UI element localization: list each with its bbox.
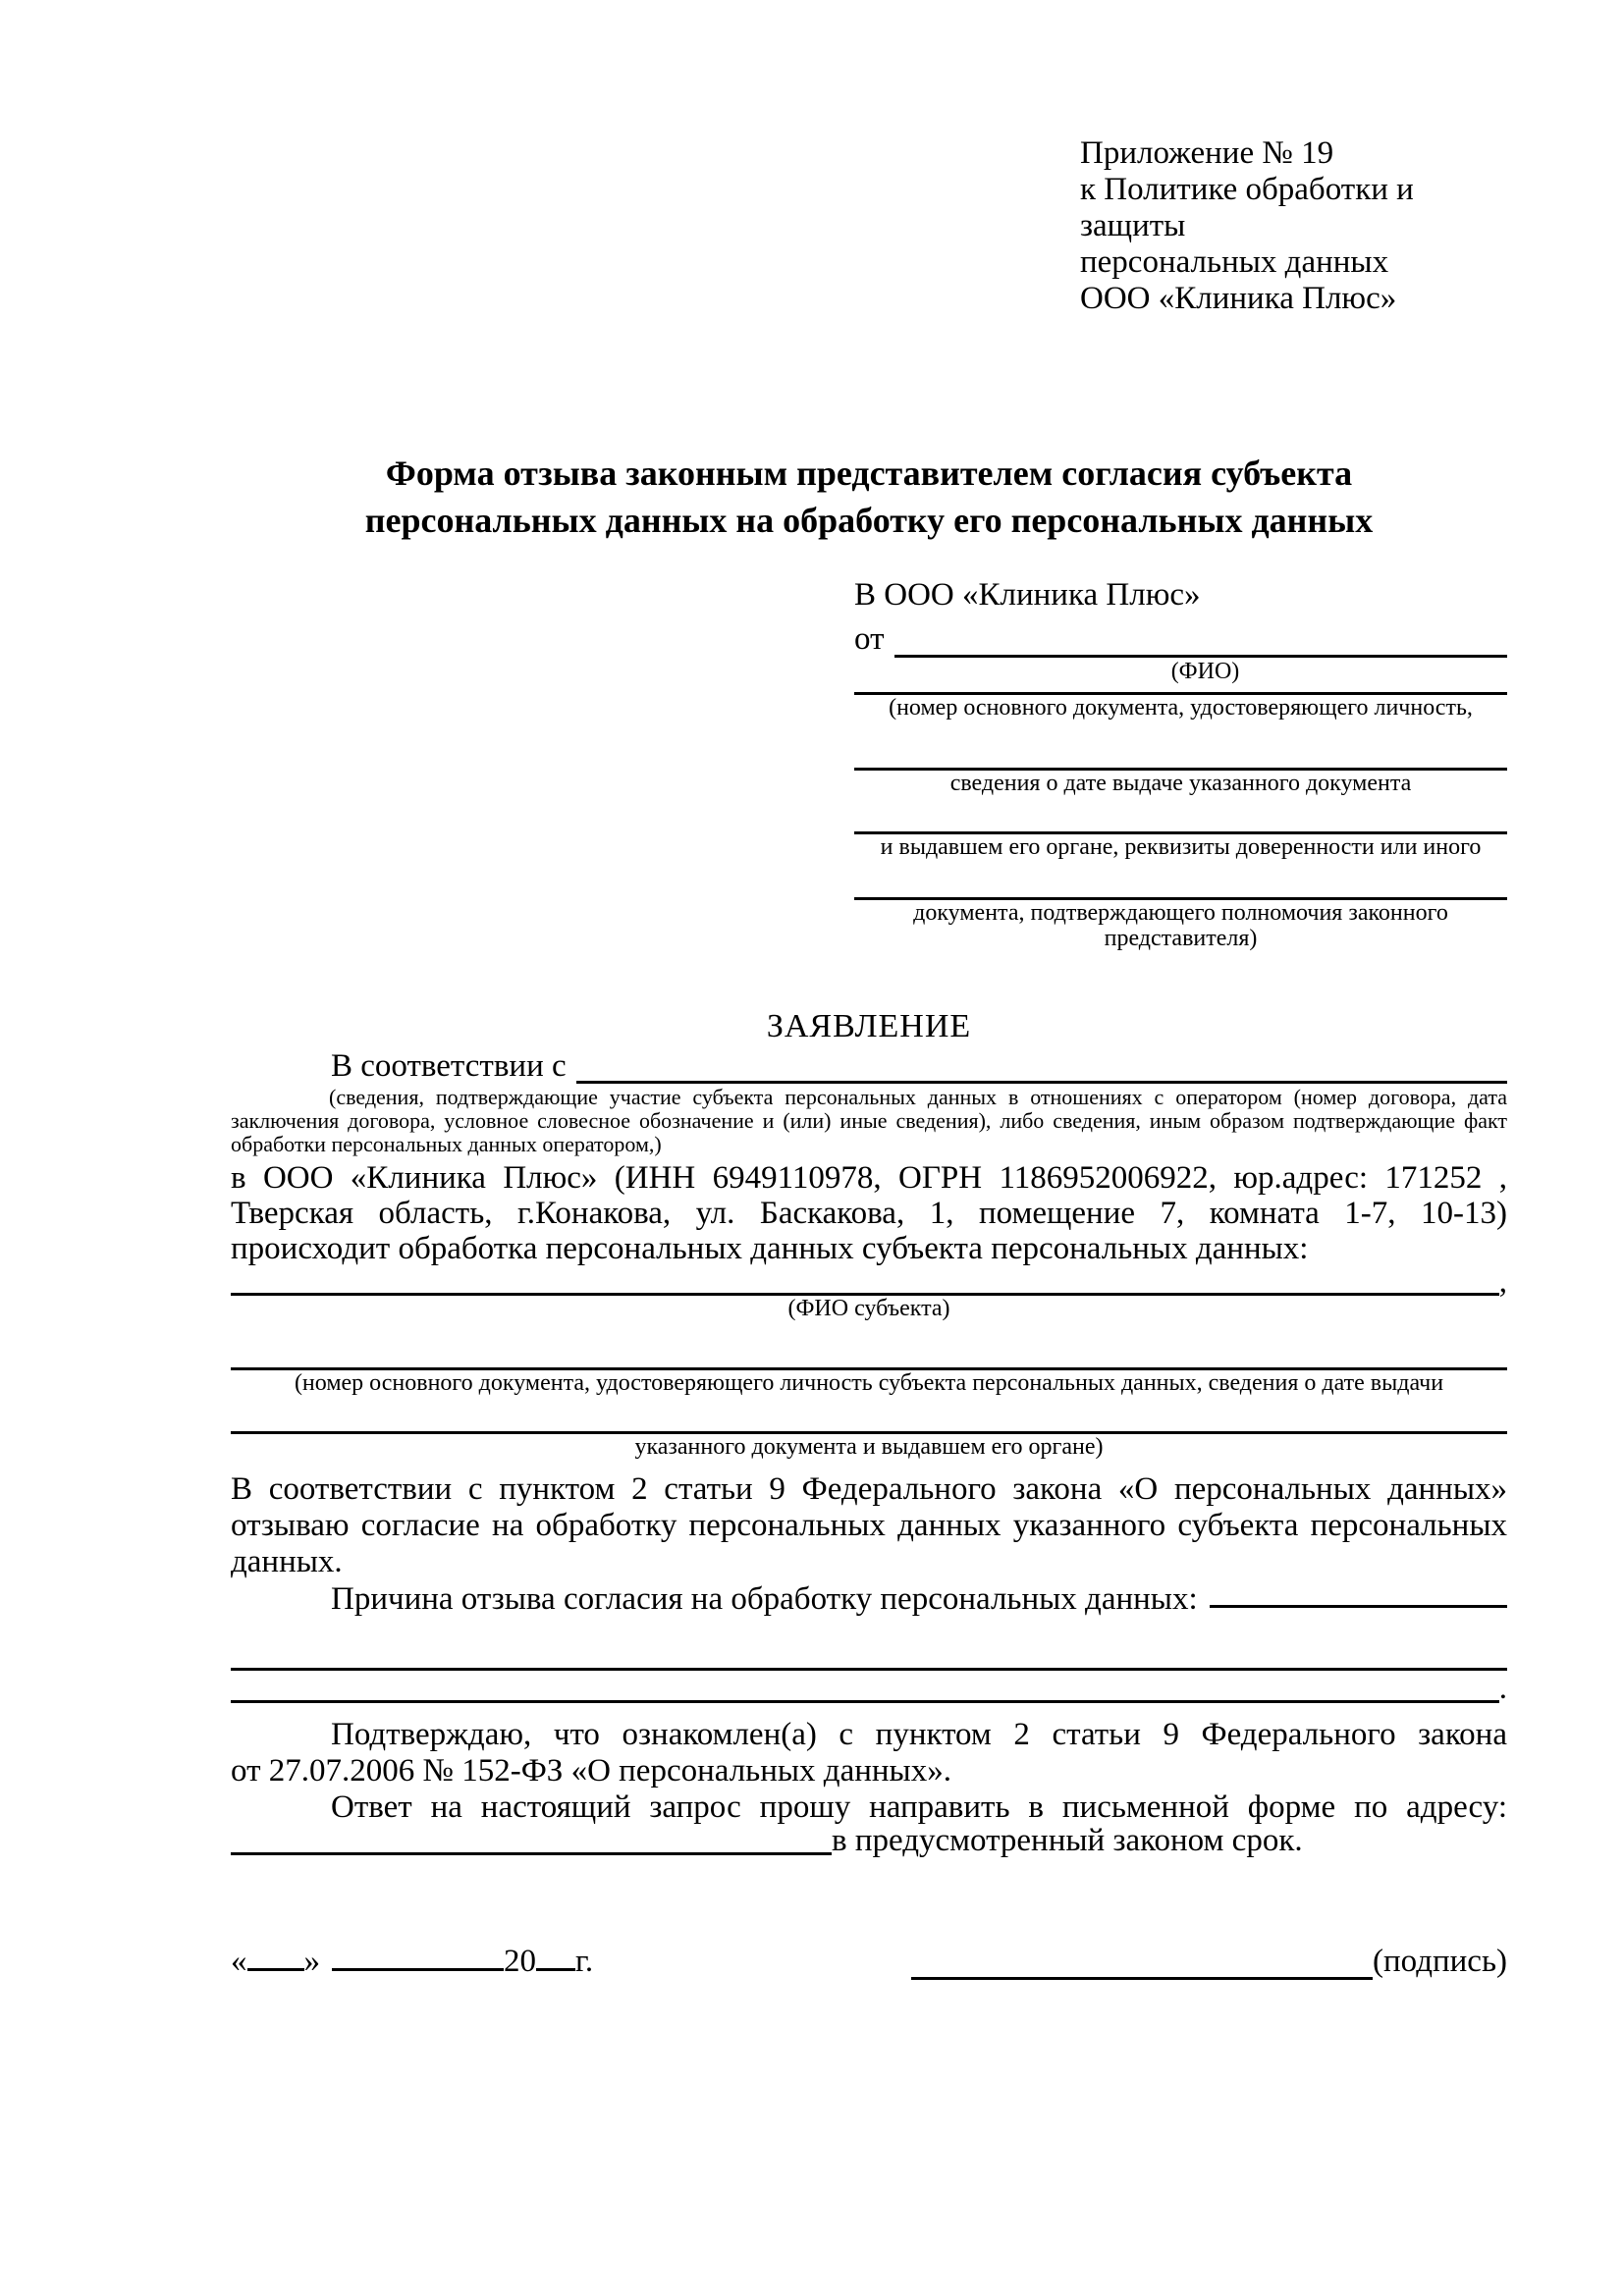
blank-caption: сведения о дате выдаче указанного документа xyxy=(949,771,1412,796)
date-day-blank xyxy=(247,1939,304,1971)
subject-fio-caption: (ФИО субъекта) xyxy=(787,1296,950,1321)
subject-document-caption: (номер основного документа, удостоверяющего личность субъекта персональных данных, сведения о дате выдачи xyxy=(294,1370,1444,1396)
operator-paragraph xyxy=(231,1160,1507,1266)
document-content xyxy=(231,135,1507,1980)
addressee-organization: В ООО «Клиника Плюс» xyxy=(854,577,1201,613)
date-year-blank xyxy=(536,1939,575,1971)
signature-blank-line xyxy=(911,1944,1373,1980)
operator-paragraph-line: происходит обработка персональных данных субъекта персональных данных: xyxy=(231,1231,1309,1266)
fio-caption: (ФИО) xyxy=(1170,659,1240,684)
subject-document-blank-line xyxy=(231,1321,1507,1370)
annex-note-line: ООО «Клиника Плюс» xyxy=(1080,281,1397,316)
according-caption-line: заключения договора, условное словесное обозначение и (или) иные сведения), либо сведения, иным образом подтверждающие факт xyxy=(231,1108,1507,1133)
from-row xyxy=(854,619,1507,659)
addressee-block xyxy=(854,575,1507,951)
reply-address-blank-line xyxy=(231,1823,832,1855)
according-blank-line xyxy=(576,1046,1507,1084)
document-title-line: персональных данных на обработку его персональных данных xyxy=(364,501,1374,540)
signature-caption: (подпись) xyxy=(1373,1944,1507,1979)
subject-fio-blank-line xyxy=(231,1263,1499,1296)
date-month-blank xyxy=(332,1939,504,1971)
annex-note-line: к Политике обработки и защиты xyxy=(1080,172,1414,243)
document-title xyxy=(231,450,1507,544)
operator-paragraph-line: Тверская область, г.Конакова, ул. Баскакова, 1, помещение 7, комната 1-7, 10-13) xyxy=(231,1196,1507,1231)
annex-note xyxy=(1080,135,1507,317)
from-fio-blank-line xyxy=(894,619,1508,658)
statement-heading: ЗАЯВЛЕНИЕ xyxy=(766,1008,972,1044)
according-caption-line: обработки персональных данных оператором,) xyxy=(231,1132,662,1156)
subject-document-blank-line-2 xyxy=(231,1396,1507,1434)
from-label: от xyxy=(854,621,885,657)
withdraw-paragraph xyxy=(231,1471,1507,1580)
reason-blank-line-2 xyxy=(231,1618,1507,1671)
reason-blank-line-3 xyxy=(231,1668,1499,1703)
date-year-suffix: г. xyxy=(575,1944,594,1979)
date-quote-open: « xyxy=(231,1944,247,1979)
according-caption-line: (сведения, подтверждающие участие субъекта персональных данных в отношениях с оператором (номер договора, дата xyxy=(329,1085,1507,1109)
withdraw-paragraph-line: отзываю согласие на обработку персональных данных указанного субъекта персональных xyxy=(231,1508,1507,1543)
footer-row xyxy=(231,1939,1507,1980)
reason-line-period: . xyxy=(1498,1671,1507,1706)
confirm-paragraph-line: от 27.07.2006 № 152-ФЗ «О персональных данных». xyxy=(231,1753,951,1789)
blank-line-issue-date xyxy=(854,721,1507,771)
subject-fio-line-comma: , xyxy=(1498,1264,1507,1300)
blank-caption: (номер основного документа, удостоверяющего личность, xyxy=(889,695,1473,721)
reason-label: Причина отзыва согласия на обработку персональных данных: xyxy=(331,1581,1198,1617)
subject-fio-line-row xyxy=(231,1264,1507,1300)
according-row xyxy=(231,1046,1507,1086)
confirm-paragraph-line: Подтверждаю, что ознакомлен(а) с пунктом 2 статьи 9 Федерального закона xyxy=(331,1717,1507,1752)
withdraw-paragraph-line: В соответствии с пунктом 2 статьи 9 Федерального закона «О персональных данных» xyxy=(231,1471,1507,1507)
signature-field xyxy=(911,1939,1507,1980)
blank-line-issuing-authority xyxy=(854,796,1507,834)
annex-note-line: Приложение № 19 xyxy=(1080,135,1334,171)
according-label: В соответствии с xyxy=(331,1048,567,1084)
according-caption xyxy=(231,1086,1507,1156)
reason-blank-line-3-row xyxy=(231,1671,1507,1706)
reply-address-row xyxy=(231,1823,1507,1858)
document-title-line: Форма отзыва законным представителем согласия субъекта xyxy=(385,454,1353,493)
blank-caption: и выдавшем его органе, реквизиты доверенности или иного xyxy=(880,834,1482,860)
date-quote-close: » xyxy=(303,1944,320,1979)
operator-paragraph-line: в ООО «Клиника Плюс» (ИНН 6949110978, ОГРН 1186952006922, юр.адрес: 171252 , xyxy=(231,1160,1507,1196)
reply-tail-text: в предусмотренный законом срок. xyxy=(832,1823,1303,1858)
reason-blank-line xyxy=(1210,1580,1507,1608)
reason-row xyxy=(231,1580,1507,1618)
reply-paragraph xyxy=(231,1789,1507,1826)
date-field xyxy=(231,1939,593,1980)
reply-paragraph-line: Ответ на настоящий запрос прошу направить в письменной форме по адресу: xyxy=(331,1789,1507,1825)
subject-document-caption-2: указанного документа и выдавшем его органе) xyxy=(634,1434,1104,1460)
blank-line-document-number xyxy=(854,684,1507,695)
annex-note-line: персональных данных xyxy=(1080,244,1389,280)
blank-caption: документа, подтверждающего полномочия законного представителя) xyxy=(913,900,1448,951)
date-year-prefix: 20 xyxy=(504,1944,536,1979)
withdraw-paragraph-line: данных. xyxy=(231,1544,343,1579)
blank-line-power-of-attorney xyxy=(854,860,1507,900)
confirm-paragraph xyxy=(231,1717,1507,1789)
